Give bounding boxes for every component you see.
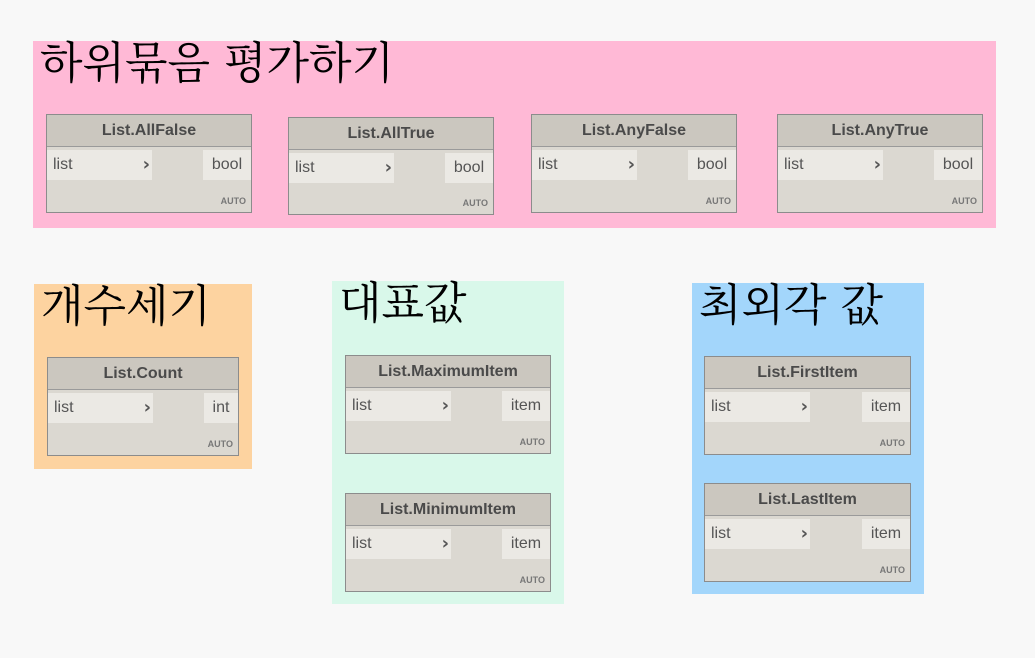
lacing-label[interactable]: AUTO — [519, 575, 545, 585]
node-list-minimumitem[interactable] — [345, 493, 551, 592]
lacing-label[interactable]: AUTO — [879, 438, 905, 448]
port-label: list — [352, 535, 372, 552]
input-port-list[interactable] — [532, 150, 637, 180]
node-title: List.AllFalse — [47, 115, 251, 147]
node-title: List.FirstItem — [705, 357, 910, 389]
chevron-right-icon: › — [873, 154, 881, 175]
output-port-item[interactable]: item — [502, 529, 550, 559]
output-port-item[interactable]: item — [862, 392, 910, 422]
lacing-label[interactable]: AUTO — [951, 196, 977, 206]
chevron-right-icon: › — [800, 396, 808, 417]
group-title: 최외각 값 — [699, 280, 884, 331]
lacing-label[interactable]: AUTO — [519, 437, 545, 447]
lacing-label[interactable]: AUTO — [207, 439, 233, 449]
output-port-bool[interactable]: bool — [445, 153, 493, 183]
node-title: List.AnyFalse — [532, 115, 736, 147]
lacing-label[interactable]: AUTO — [879, 565, 905, 575]
node-list-alltrue[interactable] — [288, 117, 494, 215]
output-port-int[interactable]: int — [204, 393, 238, 423]
node-list-count[interactable] — [47, 357, 239, 456]
port-label: list — [711, 525, 731, 542]
port-label: list — [295, 159, 315, 176]
input-port-list[interactable] — [705, 392, 810, 422]
port-label: list — [352, 397, 372, 414]
node-title: List.MaximumItem — [346, 356, 550, 388]
chevron-right-icon: › — [800, 523, 808, 544]
output-port-item[interactable]: item — [502, 391, 550, 421]
chevron-right-icon: › — [143, 397, 151, 418]
node-title: List.Count — [48, 358, 238, 390]
input-port-list[interactable] — [705, 519, 810, 549]
output-port-bool[interactable]: bool — [688, 150, 736, 180]
port-label: list — [711, 398, 731, 415]
port-label: list — [54, 399, 74, 416]
group-title: 개수세기 — [41, 281, 212, 332]
port-label: list — [53, 156, 73, 173]
node-title: List.MinimumItem — [346, 494, 550, 526]
node-list-firstitem[interactable] — [704, 356, 911, 455]
output-port-bool[interactable]: bool — [203, 150, 251, 180]
node-list-allfalse[interactable] — [46, 114, 252, 213]
chevron-right-icon: › — [441, 395, 449, 416]
node-list-anyfalse[interactable] — [531, 114, 737, 213]
input-port-list[interactable] — [289, 153, 394, 183]
port-label: list — [784, 156, 804, 173]
chevron-right-icon: › — [142, 154, 150, 175]
input-port-list[interactable] — [48, 393, 153, 423]
input-port-list[interactable] — [346, 529, 451, 559]
input-port-list[interactable] — [47, 150, 152, 180]
node-title: List.AllTrue — [289, 118, 493, 150]
chevron-right-icon: › — [627, 154, 635, 175]
lacing-label[interactable]: AUTO — [220, 196, 246, 206]
lacing-label[interactable]: AUTO — [462, 198, 488, 208]
chevron-right-icon: › — [384, 157, 392, 178]
node-title: List.LastItem — [705, 484, 910, 516]
node-title: List.AnyTrue — [778, 115, 982, 147]
input-port-list[interactable] — [346, 391, 451, 421]
lacing-label[interactable]: AUTO — [705, 196, 731, 206]
node-list-lastitem[interactable] — [704, 483, 911, 582]
output-port-item[interactable]: item — [862, 519, 910, 549]
chevron-right-icon: › — [441, 533, 449, 554]
node-list-maximumitem[interactable] — [345, 355, 551, 454]
group-title: 대표값 — [339, 278, 467, 329]
output-port-bool[interactable]: bool — [934, 150, 982, 180]
port-label: list — [538, 156, 558, 173]
group-title: 하위묶음 평가하기 — [40, 38, 395, 89]
input-port-list[interactable] — [778, 150, 883, 180]
node-list-anytrue[interactable] — [777, 114, 983, 213]
